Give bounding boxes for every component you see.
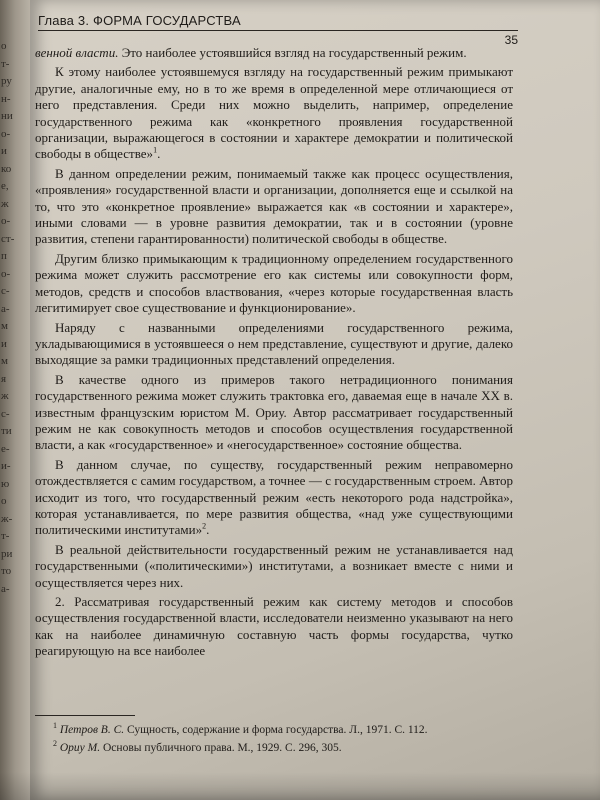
footnote-author: Петров В. С. bbox=[59, 724, 125, 736]
left-page-fragment: а- bbox=[1, 582, 10, 595]
paragraph: Другим близко примыкающим к традиционному определением государственного режима может служить рассмотрение его как системы или совокупности форм, методов, средств и способов властвования, «через которые государственная власть легитимирует свое существование и функционирование». bbox=[35, 250, 513, 316]
left-page-fragment: и bbox=[1, 337, 7, 350]
footnote-rule bbox=[35, 715, 135, 716]
left-page-fragment: ру bbox=[1, 75, 12, 87]
footnote bbox=[35, 723, 513, 738]
left-page-fragment: е, bbox=[1, 180, 9, 192]
footnote-number: 2 bbox=[53, 739, 57, 749]
page-number: 35 bbox=[504, 33, 518, 47]
left-page-fragment: то bbox=[1, 565, 12, 577]
book-page bbox=[30, 0, 600, 800]
left-page-fragment: о- bbox=[1, 267, 11, 280]
footnote-text: Сущность, содержание и форма государства. Л., 1971. С. 112. bbox=[127, 724, 428, 736]
left-page-fragment: о- bbox=[1, 127, 11, 140]
paragraph-text: В данном случае, по существу, государственный режим неправомерно отождествляется с самим государством, а точнее — с государственным строем. Автор исходит из того, что государственный режим «есть некоторого рода надстройка», которая устанавливается, по мере развития общества, «над уже существующими политическими институтами» bbox=[35, 456, 513, 538]
left-page-fragment: ко bbox=[1, 162, 12, 175]
footnote-ref[interactable]: 2 bbox=[202, 522, 207, 532]
header-rule bbox=[38, 30, 518, 31]
footnotes bbox=[35, 723, 513, 759]
left-page-fragment: ю bbox=[1, 477, 10, 490]
left-page-fragment: ни bbox=[1, 110, 13, 122]
left-page-fragment: ж bbox=[1, 197, 9, 210]
left-page-fragment: е- bbox=[1, 442, 10, 455]
emphasis: венной власти. bbox=[35, 45, 119, 60]
body-text bbox=[35, 45, 513, 663]
left-page-fragment: ри bbox=[1, 547, 13, 560]
left-page-fragment: я bbox=[1, 372, 7, 385]
paragraph-text: К этому наиболее устоявшемуся взгляду на государственный режим примыкают другие, аналогичные ему, но в то же время в определенной мере отличающиеся от него представления. Среди них можно выделить, например, определение государственного режима как «конкретного проявления государственной организации, выражающегося в состоянии и характере демократии и политической свободы в обществе» bbox=[35, 64, 513, 162]
left-page-fragment: и- bbox=[1, 460, 11, 472]
left-page-fragment: ст- bbox=[1, 232, 15, 245]
footnote-text: Основы публичного права. М., 1929. С. 296, 305. bbox=[103, 742, 342, 754]
left-page-fragment: т- bbox=[1, 57, 10, 70]
paragraph: В данном определении режим, понимаемый также как процесс осуществления, «проявления» государственной власти и организации, дополняется еще и ссылкой на то, что это «конкретное проявление» выражается как «в состоянии и характере», иными словами — в уровне развития демократии, так и в состоянии (уровне развития, степени гарантированности) политической свободы в обществе. bbox=[35, 165, 513, 247]
left-page-fragment: м bbox=[1, 355, 8, 367]
running-header bbox=[38, 13, 518, 47]
left-page-fragment: ж- bbox=[1, 512, 13, 525]
chapter-title: Глава 3. ФОРМА ГОСУДАРСТВА bbox=[38, 13, 241, 28]
footnote-author: Ориу М. bbox=[59, 742, 101, 754]
left-page-fragment: ж bbox=[1, 390, 9, 402]
left-page-fragment: м bbox=[1, 320, 8, 332]
left-page-fragment: с- bbox=[1, 407, 10, 420]
left-page-fragment: т- bbox=[1, 530, 10, 542]
paragraph: В реальной действительности государственный режим не устанавливается над государственными («политическими») институтами, а возникает вместе с ними и осуществляется через них. bbox=[35, 541, 513, 590]
left-page-fragment: с- bbox=[1, 285, 10, 297]
left-page-fragment: а- bbox=[1, 302, 10, 315]
left-page-fragment: о bbox=[1, 495, 7, 507]
paragraph-tail: Это наиболее устоявшийся взгляд на государственный режим. bbox=[121, 45, 467, 60]
footnote bbox=[35, 741, 513, 756]
paragraph: В данном случае, по существу, государственный режим неправомерно отождествляется с самим государством, а точнее — с государственным строем. Автор исходит из того, что государственный режим «есть некоторого рода надстройка», которая устанавливается, по мере развития общества, «над уже существующими политическими институтами»$^2$. bbox=[35, 456, 513, 538]
left-page-edge bbox=[0, 0, 30, 800]
left-page-fragment: н- bbox=[1, 92, 11, 105]
left-page-fragment: п bbox=[1, 250, 7, 262]
paragraph: В качестве одного из примеров такого нетрадиционного понимания государственного режима может служить трактовка его, даваемая еще в начале XX в. известным французским юристом М. Ориу. Автор рассматривает государственный режим не как совокупность методов и способов осуществления государственной власти, а как «государственное» и «негосударственное» состояние общества. bbox=[35, 371, 513, 453]
paragraph: К этому наиболее устоявшемуся взгляду на государственный режим примыкают другие, аналогичные ему, но в то же время в определенной мере отличающиеся от него представления. Среди них можно выделить, например, определение государственного режима как «конкретного проявления государственной организации, выражающегося в состоянии и характере демократии и политической свободы в обществе»$^1$. bbox=[35, 64, 513, 162]
paragraph: Наряду с названными определениями государственного режима, укладывающимися в устоявшееся о нем представление, существуют и другие, далеко выходящие за рамки традиционных представлений определения. bbox=[35, 319, 513, 368]
footnote-number: 1 bbox=[53, 721, 57, 731]
left-page-fragment: о bbox=[1, 40, 7, 52]
left-page-fragment: о- bbox=[1, 215, 11, 227]
left-page-fragment: и bbox=[1, 145, 7, 157]
footnote-ref[interactable]: 1 bbox=[153, 146, 158, 156]
paragraph: 2. Рассматривая государственный режим как систему методов и способов осуществления государственной власти, исследователи неизменно указывают на него как на наиболее динамичную составную часть формы государства, чутко реагирующую на все наиболее bbox=[35, 594, 513, 659]
paragraph bbox=[35, 45, 513, 61]
left-page-fragment: ти bbox=[1, 425, 12, 437]
